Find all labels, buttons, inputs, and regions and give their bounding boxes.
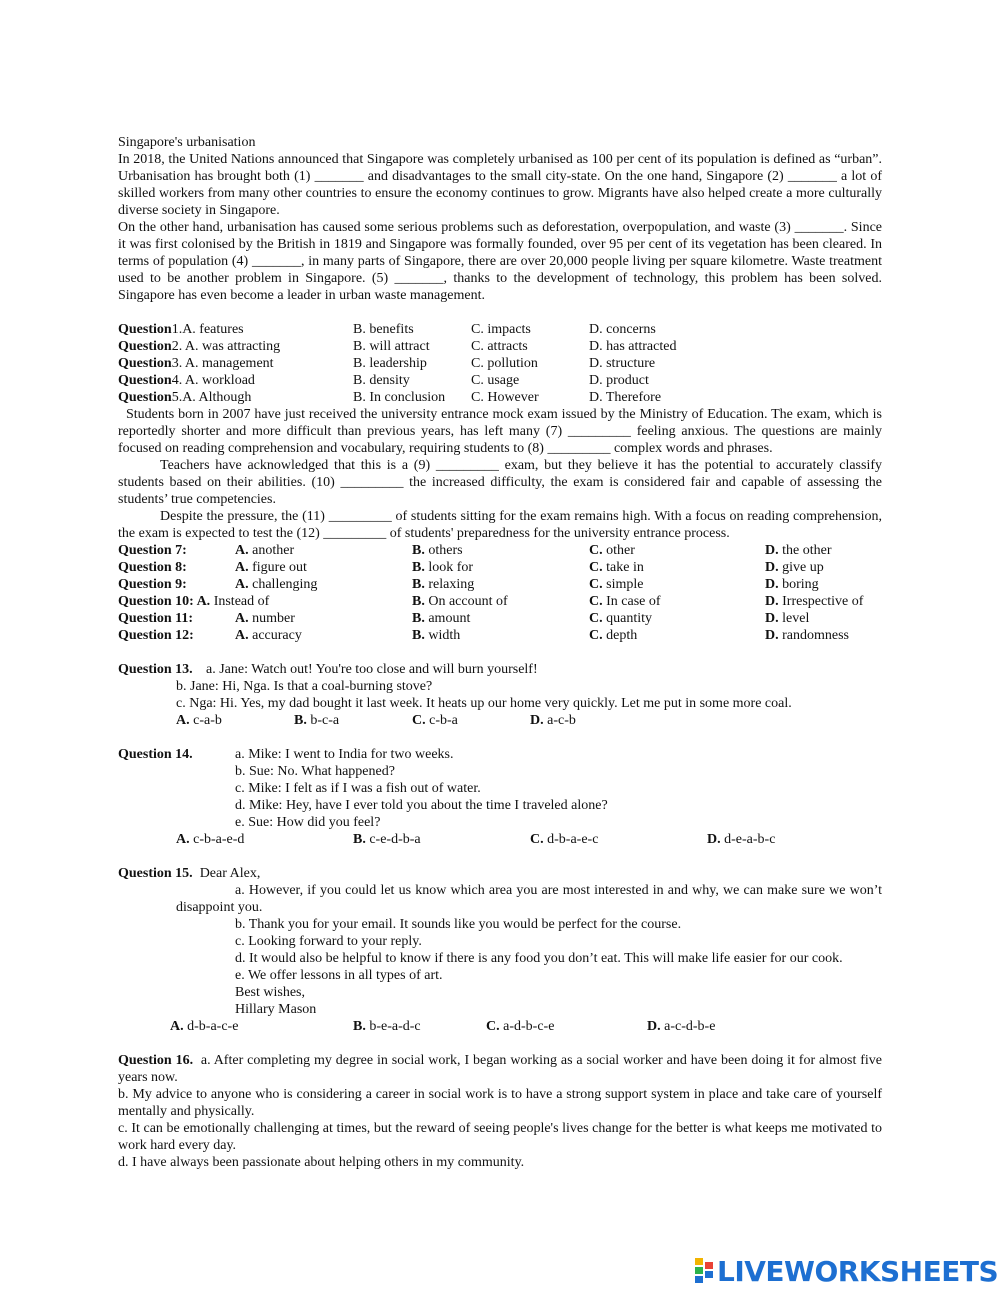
q14-label: Question 14. (118, 747, 193, 762)
option-b[interactable]: B. others (412, 543, 463, 558)
option-c[interactable]: C. simple (589, 577, 644, 592)
option-c[interactable]: C. In case of (589, 594, 661, 609)
q15-option-d[interactable]: D. a-c-d-b-e (647, 1019, 716, 1034)
option-d[interactable]: D. has attracted (589, 339, 677, 354)
question-row (118, 559, 882, 576)
q16-line-b: b. My advice to anyone who is considering a career in social work is to have a strong support system in place and take care of yourself mentally and physically. (118, 1087, 882, 1119)
question-row (118, 542, 882, 559)
option-b[interactable]: B. amount (412, 611, 471, 626)
option-a[interactable]: Question2. A. was attracting (118, 339, 281, 354)
liveworksheets-logo[interactable] (695, 1254, 998, 1288)
passage2-para1: Students born in 2007 have just received the university entrance mock exam issued by the Ministry of Education. The exam, which is reportedly shorter and more difficult than previous years, has left many (7) _________ feeling anxious. The questions are mainly focused on reading comprehension and vocabulary, requiring students to (8) _________ complex words and phrases. (118, 407, 882, 456)
q13-option-b[interactable]: B. b-c-a (294, 713, 340, 728)
q16-line-a: a. After completing my degree in social work, I began working as a social worker and have been doing it for almost five years now. (118, 1053, 882, 1085)
q15-line: c. Looking forward to your reply. (235, 934, 422, 949)
q16-line-c: c. It can be emotionally challenging at times, but the reward of seeing people's lives change for the better is what keeps me motivated to work hard every day. (118, 1121, 882, 1153)
passage1-para1: In 2018, the United Nations announced that Singapore was completely urbanised as 100 per cent of its population is defined as “urban”. Urbanisation has brought both (1) _______ and disadvantages to the small city-state. On the one hand, Singapore (2) _______ a lot of skilled workers from many other countries to ensure the economy continues to grow. Migrants have also helped create a more culturally diverse society in Singapore. (118, 152, 882, 218)
option-c[interactable]: C. take in (589, 560, 644, 575)
q15-signature: Hillary Mason (235, 1002, 317, 1017)
q15-option-a[interactable]: A. d-b-a-c-e (170, 1019, 239, 1034)
option-d[interactable]: D. boring (765, 577, 819, 592)
option-a[interactable]: Question4. A. workload (118, 373, 255, 388)
q13-option-d[interactable]: D. a-c-b (530, 713, 576, 728)
question-row (118, 321, 882, 338)
option-c[interactable]: C. impacts (471, 322, 531, 337)
question-14 (118, 746, 882, 848)
option-d[interactable]: D. level (765, 611, 810, 626)
question-row (118, 355, 882, 372)
option-d[interactable]: D. concerns (589, 322, 656, 337)
q16-label: Question 16. (118, 1053, 194, 1068)
question-13 (118, 661, 882, 729)
question-row (118, 372, 882, 389)
question-row (118, 627, 882, 644)
option-c[interactable]: C. attracts (471, 339, 528, 354)
option-d[interactable]: D. give up (765, 560, 824, 575)
option-b[interactable]: B. leadership (353, 356, 427, 371)
question-row (118, 338, 882, 355)
option-c[interactable]: C. usage (471, 373, 520, 388)
worksheet-page (118, 134, 882, 1171)
question-16 (118, 1052, 882, 1171)
option-d[interactable]: D. the other (765, 543, 832, 558)
questions-1-5 (118, 321, 882, 406)
q14-option-d[interactable]: D. d-e-a-b-c (707, 832, 776, 847)
q14-line: a. Mike: I went to India for two weeks. (235, 747, 454, 762)
option-b[interactable]: B. width (412, 628, 461, 643)
option-b[interactable]: B. density (353, 373, 410, 388)
q13-option-a[interactable]: A. c-a-b (176, 713, 222, 728)
option-b[interactable]: B. will attract (353, 339, 430, 354)
question-label: Question 8: (118, 560, 187, 575)
option-d[interactable]: D. Irrespective of (765, 594, 864, 609)
passage2-para3: Despite the pressure, the (11) _________ of students sitting for the exam remains high. With a focus on reading comprehension, the exam is expected to test the (12) _________ of students' preparedness for the university entrance process. (118, 509, 882, 541)
q15-option-c[interactable]: C. a-d-b-c-e (486, 1019, 555, 1034)
option-c[interactable]: C. pollution (471, 356, 538, 371)
option-b[interactable]: B. On account of (412, 594, 508, 609)
option-b[interactable]: B. look for (412, 560, 474, 575)
option-c[interactable]: C. other (589, 543, 635, 558)
q15-line-a: a. However, if you could let us know which area you are most interested in and why, we can make sure we won’t disappoint you. (176, 883, 882, 915)
q13-line-a: a. Jane: Watch out! You're too close and will burn yourself! (206, 662, 538, 677)
question-row (118, 576, 882, 593)
q15-greeting: Dear Alex, (199, 866, 261, 881)
question-row (118, 389, 882, 406)
option-c[interactable]: C. However (471, 390, 539, 405)
q14-option-b[interactable]: B. c-e-d-b-a (353, 832, 421, 847)
option-d[interactable]: D. structure (589, 356, 656, 371)
option-a[interactable]: Question1.A. features (118, 322, 244, 337)
option-a[interactable]: A. challenging (235, 577, 318, 592)
option-a[interactable]: A. number (235, 611, 295, 626)
option-d[interactable]: D. Therefore (589, 390, 662, 405)
option-c[interactable]: C. quantity (589, 611, 653, 626)
q15-closing: Best wishes, (235, 985, 305, 1000)
option-c[interactable]: C. depth (589, 628, 638, 643)
q16-line-d: d. I have always been passionate about helping others in my community. (118, 1155, 525, 1170)
option-d[interactable]: D. product (589, 373, 649, 388)
q15-line: d. It would also be helpful to know if there is any food you don’t eat. This will make life easier for our cook. (235, 951, 843, 966)
question-label: Question 9: (118, 577, 187, 592)
option-b[interactable]: B. benefits (353, 322, 414, 337)
q15-option-b[interactable]: B. b-e-a-d-c (353, 1019, 421, 1034)
passage1-title: Singapore's urbanisation (118, 135, 256, 150)
question-label: Question 7: (118, 543, 187, 558)
liveworksheets-logo-icon (695, 1258, 715, 1284)
question-label: Question 12: (118, 628, 194, 643)
q14-line: b. Sue: No. What happened? (235, 764, 395, 779)
q13-line-b: b. Jane: Hi, Nga. Is that a coal-burning stove? (176, 679, 433, 694)
q14-option-c[interactable]: C. d-b-a-e-c (530, 832, 599, 847)
q14-option-a[interactable]: A. c-b-a-e-d (176, 832, 245, 847)
passage2-para2: Teachers have acknowledged that this is a (9) _________ exam, but they believe it has the potential to accurately classify students based on their abilities. (10) _________ the increased difficulty, the exam is considered fair and capable of assessing the students’ true competencies. (118, 458, 882, 507)
q15-label: Question 15. (118, 866, 193, 881)
q14-line: c. Mike: I felt as if I was a fish out of water. (235, 781, 481, 796)
question-row (118, 593, 882, 610)
passage1-para2: On the other hand, urbanisation has caused some serious problems such as deforestation, overpopulation, and waste (3) _______. Since it was first colonised by the British in 1819 and Singapore was formally founded, over 95 per cent of its vegetation has been cleared. In terms of population (4) _______, in many parts of Singapore, there are over 20,000 people living per square kilometre. Waste treatment used to be another problem in Singapore. (5) _______, thanks to the development of technology, this problem has been solved. Singapore has even become a leader in urban waste management. (118, 220, 882, 303)
q14-line: e. Sue: How did you feel? (235, 815, 381, 830)
q13-line-c: c. Nga: Hi. Yes, my dad bought it last week. It heats up our home very quickly. Let me put in some more coal. (176, 696, 792, 711)
liveworksheets-logo-text: LIVEWORKSHEETS (717, 1254, 999, 1288)
question-15 (118, 865, 882, 1035)
option-a[interactable]: A. figure out (235, 560, 307, 575)
option-d[interactable]: D. randomness (765, 628, 850, 643)
option-a[interactable]: A. accuracy (235, 628, 302, 643)
option-b[interactable]: B. relaxing (412, 577, 475, 592)
option-a[interactable]: A. another (235, 543, 295, 558)
option-a[interactable]: Question3. A. management (118, 356, 274, 371)
question-label: Question 11: (118, 611, 194, 626)
option-a[interactable]: Question 10: A. Instead of (118, 594, 270, 609)
q13-option-c[interactable]: C. c-b-a (412, 713, 458, 728)
q15-line: b. Thank you for your email. It sounds like you would be perfect for the course. (235, 917, 682, 932)
q15-line: e. We offer lessons in all types of art. (235, 968, 443, 983)
questions-7-12 (118, 542, 882, 644)
option-b[interactable]: B. In conclusion (353, 390, 446, 405)
q14-line: d. Mike: Hey, have I ever told you about the time I traveled alone? (235, 798, 608, 813)
q13-label: Question 13. (118, 662, 193, 677)
question-row (118, 610, 882, 627)
option-a[interactable]: Question5.A. Although (118, 390, 252, 405)
